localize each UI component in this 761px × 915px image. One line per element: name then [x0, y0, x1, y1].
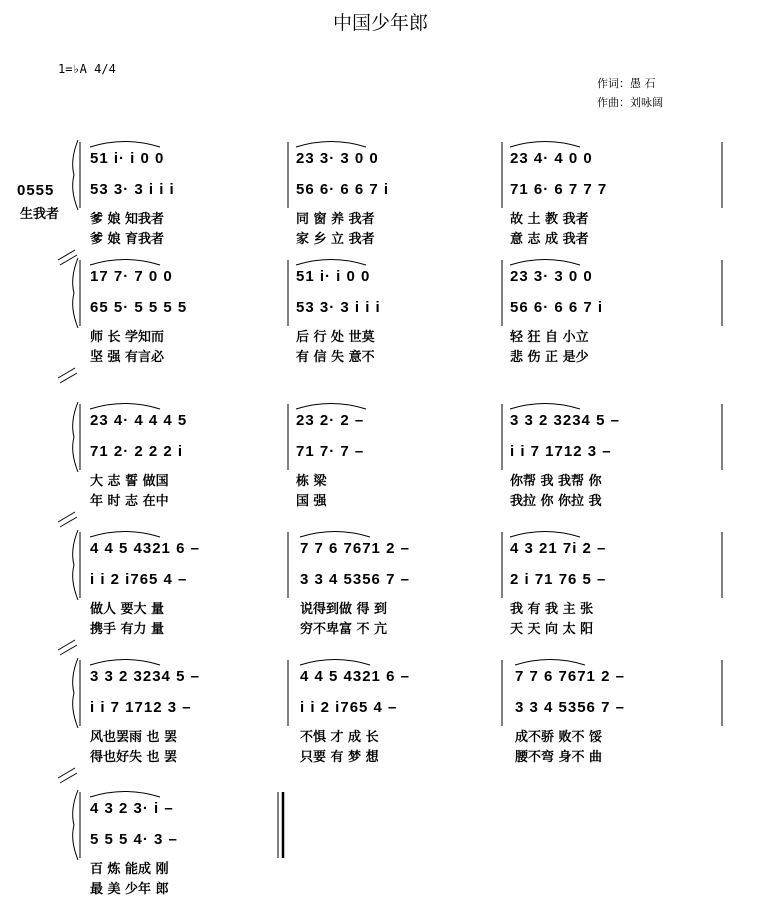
lyric-line-2: 悲 伤 正 是少 — [510, 350, 589, 365]
melody-notes: 3 3 2 3234 5 – — [90, 668, 200, 685]
lyricist-credit: 作词：愚 石 — [597, 77, 656, 90]
lyric-line-2: 腰不弯 身不 曲 — [515, 750, 603, 765]
system-brace — [73, 790, 78, 860]
melody-notes: 4 4 5 4321 6 – — [300, 668, 410, 685]
tie-arc — [296, 404, 366, 410]
melody-notes: 23 4· 4 4 4 5 — [90, 412, 188, 429]
melody-notes: 23 3· 3 0 0 — [296, 150, 379, 167]
lyric-line-1: 不惧 才 成 长 — [300, 730, 379, 745]
key-signature: 1=♭A 4/4 — [58, 62, 116, 76]
tie-arc — [90, 660, 160, 666]
melody-notes: 4 4 5 4321 6 – — [90, 540, 200, 557]
harmony-notes: 53 3· 3 i i i — [296, 299, 381, 316]
system-brace — [73, 658, 78, 728]
lyric-line-1: 你帮 我 我帮 你 — [510, 474, 602, 489]
lyric-line-1: 我 有 我 主 张 — [510, 602, 594, 617]
bar-line — [58, 640, 75, 650]
lyric-line-2: 天 天 向 太 阳 — [510, 622, 594, 637]
lyric-line-1: 同 窗 养 我者 — [296, 212, 375, 227]
lyric-line-2: 坚 强 有言必 — [90, 350, 165, 365]
melody-notes: 4 3 2 3· i – — [90, 800, 174, 817]
harmony-notes: 5 5 5 4· 3 – — [90, 831, 178, 848]
lyric-line-2: 有 信 失 意不 — [296, 350, 375, 365]
lyric-line-1: 做人 要大 量 — [90, 602, 165, 617]
tie-arc — [90, 142, 160, 148]
page-title: 中国少年郎 — [332, 12, 428, 34]
tie-arc — [90, 792, 160, 798]
lyric-line-1: 栋 梁 — [296, 474, 327, 489]
melody-notes: 23 4· 4 0 0 — [510, 150, 593, 167]
system-brace — [73, 402, 78, 472]
melody-notes: 51 i· i 0 0 — [296, 268, 371, 285]
lyric-line-2: 意 志 成 我者 — [510, 232, 589, 247]
tie-arc — [510, 142, 580, 148]
melody-notes: 7 7 6 7671 2 – — [515, 668, 625, 685]
harmony-notes: 53 3· 3 i i i — [90, 181, 175, 198]
tie-arc — [90, 532, 160, 538]
lyric-line-1: 故 土 教 我者 — [510, 212, 589, 227]
bar-line — [58, 250, 75, 260]
harmony-notes: i i 2 i765 4 – — [90, 571, 188, 588]
harmony-notes: 71 2· 2 2 2 i — [90, 443, 184, 460]
tie-arc — [300, 532, 370, 538]
melody-notes: 7 7 6 7671 2 – — [300, 540, 410, 557]
harmony-notes: i i 7 1712 3 – — [90, 699, 192, 716]
tie-arc — [300, 660, 370, 666]
bar-line — [58, 368, 75, 378]
melody-notes: 51 i· i 0 0 — [90, 150, 165, 167]
harmony-notes: 71 7· 7 – — [296, 443, 365, 460]
tie-arc — [90, 404, 160, 410]
melody-notes: 4 3 21 7i 2 – — [510, 540, 607, 557]
lyric-line-2: 爹 娘 育我者 — [90, 232, 165, 247]
system-brace — [73, 258, 78, 328]
bar-line — [58, 512, 75, 522]
harmony-notes: 56 6· 6 6 7 i — [296, 181, 390, 198]
lyric-line-1: 风也罢雨 也 罢 — [90, 730, 178, 745]
lyric-line-2: 我拉 你 你拉 我 — [510, 494, 602, 509]
lyric-line-2: 国 强 — [296, 494, 327, 509]
harmony-notes: 65 5· 5 5 5 5 — [90, 299, 188, 316]
melody-notes: 17 7· 7 0 0 — [90, 268, 173, 285]
bar-line — [60, 773, 77, 783]
bar-line — [60, 517, 77, 527]
composer-credit: 作曲：刘咏阔 — [597, 96, 663, 109]
lyric-line-1: 后 行 处 世莫 — [296, 330, 375, 345]
lyric-line-2: 只要 有 梦 想 — [300, 750, 379, 765]
lyric-line-1: 爹 娘 知我者 — [90, 212, 165, 227]
tie-arc — [510, 404, 580, 410]
melody-notes: 23 2· 2 – — [296, 412, 365, 429]
melody-notes: 23 3· 3 0 0 — [510, 268, 593, 285]
lyric-line-1: 大 志 誓 做国 — [90, 474, 169, 489]
tie-arc — [90, 260, 160, 266]
system-brace — [73, 530, 78, 600]
bar-line — [60, 373, 77, 383]
lyric-line-1: 轻 狂 自 小立 — [510, 330, 589, 345]
lyric-line-2: 得也好失 也 罢 — [90, 750, 178, 765]
lyric-line-2: 年 时 志 在中 — [90, 494, 169, 509]
bar-line — [58, 768, 75, 778]
tie-arc — [296, 142, 366, 148]
system-brace — [73, 140, 78, 210]
lyric-line-2: 家 乡 立 我者 — [296, 232, 375, 247]
harmony-notes: 3 3 4 5356 7 – — [515, 699, 625, 716]
melody-notes: 3 3 2 3234 5 – — [510, 412, 620, 429]
lyric-line-2: 最 美 少年 郎 — [90, 882, 169, 897]
pickup-notes: 0555 — [17, 182, 55, 199]
tie-arc — [510, 260, 580, 266]
harmony-notes: i i 2 i765 4 – — [300, 699, 398, 716]
pickup-lyric: 生我者 — [20, 207, 60, 222]
bar-line — [60, 645, 77, 655]
harmony-notes: 71 6· 6 7 7 7 — [510, 181, 608, 198]
lyric-line-2: 穷不卑富 不 亢 — [300, 622, 388, 637]
harmony-notes: 56 6· 6 6 7 i — [510, 299, 604, 316]
harmony-notes: 2 i 71 76 5 – — [510, 571, 607, 588]
lyric-line-1: 百 炼 能成 刚 — [90, 862, 169, 877]
tie-arc — [510, 532, 580, 538]
lyric-line-1: 师 长 学知而 — [90, 330, 165, 345]
lyric-line-1: 说得到做 得 到 — [300, 602, 388, 617]
lyric-line-2: 携手 有力 量 — [90, 622, 165, 637]
bar-line — [60, 255, 77, 265]
lyric-line-1: 成不骄 败不 馁 — [515, 730, 603, 745]
tie-arc — [515, 660, 585, 666]
harmony-notes: 3 3 4 5356 7 – — [300, 571, 410, 588]
tie-arc — [296, 260, 366, 266]
harmony-notes: i i 7 1712 3 – — [510, 443, 612, 460]
